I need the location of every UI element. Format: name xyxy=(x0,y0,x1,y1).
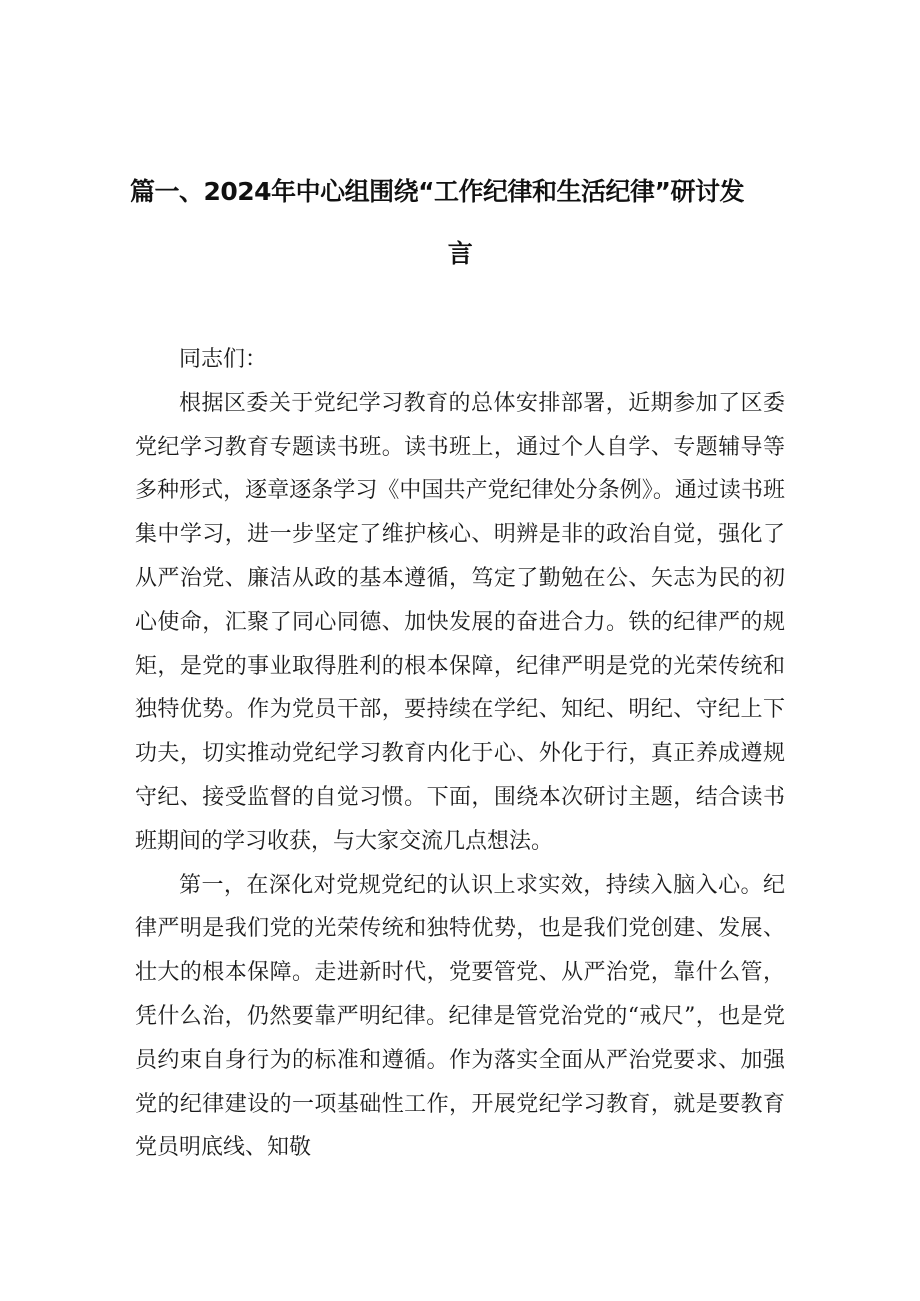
paragraph-1: 根据区委关于党纪学习教育的总体安排部署，近期参加了区委党纪学习教育专题读书班。读书班上，通过个人自学、专题辅导等多种形式，逐章逐条学习《中国共产党纪律处分条例》。通过读书班集中学习，进一步坚定了维护核心、明辨是非的政治自觉，强化了从严治党、廉洁从政的基本遵循，笃定了勤勉在公、矢志为民的初心使命，汇聚了同心同德、加快发展的奋进合力。铁的纪律严的规矩，是党的事业取得胜利的根本保障，纪律严明是党的光荣传统和独特优势。作为党员干部，要持续在学纪、知纪、明纪、守纪上下功夫，切实推动党纪学习教育内化于心、外化于行，真正养成遵规守纪、接受监督的自觉习惯。下面，围绕本次研讨主题，结合读书班期间的学习收获，与大家交流几点想法。 xyxy=(135,390,785,854)
paragraph-2: 第一，在深化对党规党纪的认识上求实效，持续入脑入心。纪律严明是我们党的光荣传统和独特优势，也是我们党创建、发展、壮大的根本保障。走进新时代，党要管党、从严治党，靠什么管，凭什么治，仍然要靠严明纪律。纪律是管党治党的“戒尺”，也是党员约束自身行为的标准和遵循。作为落实全面从严治党要求、加强党的纪律建设的一项基础性工作，开展党纪学习教育，就是要教育党员明底线、知敬 xyxy=(135,872,785,1161)
document-body xyxy=(135,338,785,1170)
salutation: 同志们： xyxy=(179,347,268,372)
document-title-line-2: 言 xyxy=(447,239,473,268)
document-title-line-1: 篇一、2024年中心组围绕“工作纪律和生活纪律”研讨发 xyxy=(130,177,744,206)
